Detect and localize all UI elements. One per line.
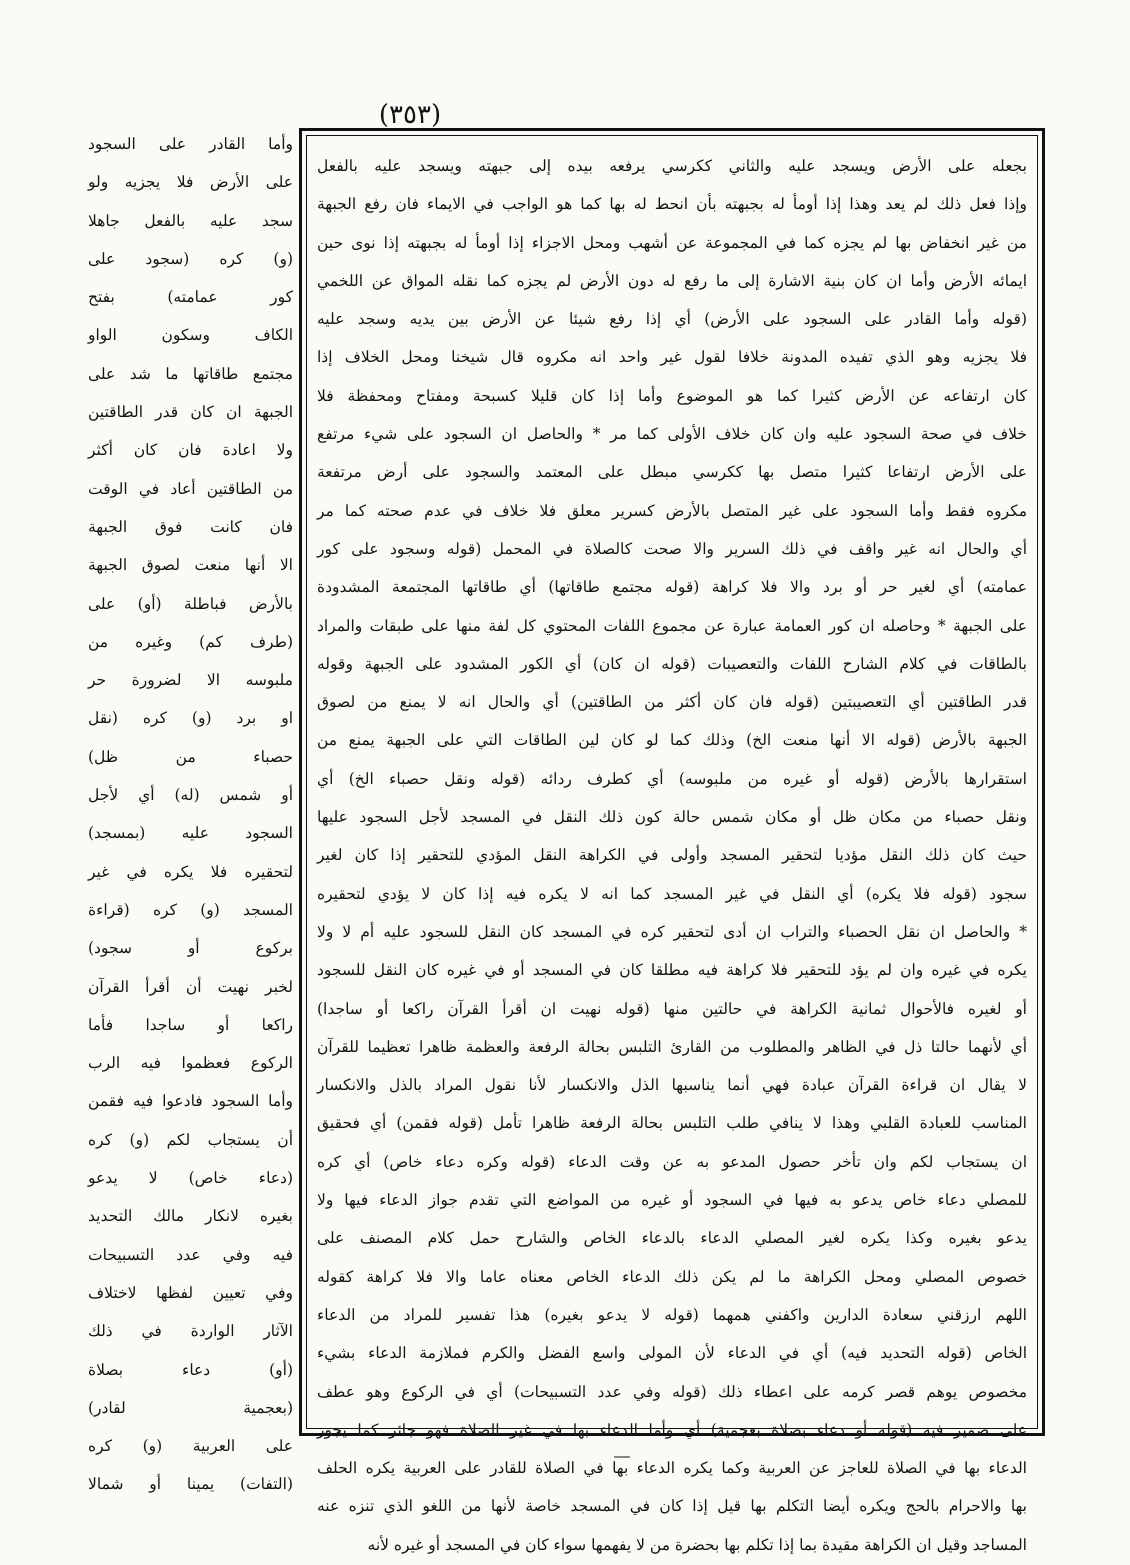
side-text-line: الا أنها منعت لصوق الجبهة xyxy=(88,556,293,575)
side-text-line: فان كانت فوق الجبهة xyxy=(88,517,293,536)
main-text-line: للمصلي دعاء خاص يدعو به فيها في السجود أو غيره من المواضع التي تقدم جواز الدعاء فيها ولا xyxy=(317,1191,1027,1210)
main-text-line: (قوله وأما القادر على السجود على الأرض) أي إذا رفع شيئا عن الأرض بين يديه وسجد عليه xyxy=(317,310,1027,329)
main-text-line: بالطاقات في كلام الشارح اللفات والتعصيبات (قوله ان كان) أي الكور المشدود على الجبهة وقوله xyxy=(317,654,1027,673)
main-text-line: لا يقال ان قراءة القرآن عبادة فهي أنما يناسبها الذل والانكسار لأنا نقول المراد بالذل والانكسار xyxy=(317,1076,1027,1095)
side-text-line: كور عمامته) بفتح xyxy=(88,288,293,307)
main-text-line: الخاص (قوله التحديد فيه) أي في الدعاء لأن المولى واسع الفضل والكرم فملازمة الدعاء بشيء xyxy=(317,1344,1027,1363)
side-text-line: وأما السجود فادعوا فيه فقمن xyxy=(88,1092,293,1111)
side-text-line: (دعاء خاص) لا يدعو xyxy=(88,1169,293,1188)
main-text-line: كان ارتفاعه عن الأرض كثيرا كما هو الموضوع وأما إذا كان قليلا كسبحة ومفتاح ومحفظة فلا xyxy=(317,386,1027,405)
main-text-line: مخصوص يوهم قصر كرمه على اعطاء ذلك (قوله وفي عدد التسبيحات) أي في الركوع وهو عطف xyxy=(317,1382,1027,1401)
main-text-line: المساجد وقيل ان الكراهة مقيدة بما إذا تكلم بها بحضرة من لا يفهمها سواء كان في المسجد أو غيره لأنه xyxy=(367,1535,1027,1554)
side-text-line: الكاف وسكون الواو xyxy=(88,326,293,345)
main-text-frame xyxy=(299,128,1045,1554)
main-text-line: بجعله على الأرض ويسجد عليه والثاني ككرسي يرفعه بيده إلى جبهته ويسجد عليه بالفعل xyxy=(317,157,1027,175)
main-text-line: وإذا فعل ذلك لم يعد وهذا إذا أومأ له بجبهته بأن انحط له بها كما هو الواجب في الايماء فان رفع الجبهة xyxy=(317,195,1027,214)
side-text-line: حصباء من ظل) xyxy=(88,747,293,766)
side-text-line: (التفات) يمينا أو شمالا xyxy=(88,1475,293,1494)
side-column-text xyxy=(88,125,293,1494)
main-text-line: خصوص المصلي ومحل الكراهة ما لم يكن ذلك الدعاء الخاص معناه عاما والا فلا كراهة كقوله xyxy=(317,1267,1027,1286)
main-text-line: من غير انخفاض بها لم يجزه كما في المجموعة عن أشهب ومحل الاجزاء إذا أومأ له بجبهته إذا نوى حين xyxy=(317,233,1027,252)
side-text-line: ولا اعادة فان كان أكثر xyxy=(88,441,293,460)
main-text-line: يدعو بغيره وكذا يكره لغير المصلي الدعاء بالدعاء الخاص والشارح حمل كلام المصنف على xyxy=(317,1229,1027,1248)
main-text-line: يكره في غيره وان لم يؤد للتحقير فلا كراهة فيه مطلقا كان في المسجد أو في غيره كان النقل للسجود xyxy=(317,961,1027,980)
main-text-line: أو لغيره فالأحوال ثمانية الكراهة في حالتين منها (قوله نهيت ان أقرأ القرآن راكعا أو ساجدا) xyxy=(317,999,1027,1018)
main-text-line: بها والاحرام بالحج ويكره أيضا التكلم بها قيل إذا كان في المسجد خاصة لأنها من اللغو الذي تنزه عنه xyxy=(317,1497,1027,1516)
side-text-line: او برد (و) كره (نقل xyxy=(88,709,293,728)
side-text-line: (بعجمية لقادر) xyxy=(88,1398,293,1417)
side-text-line: على الأرض فلا يجزيه ولو xyxy=(88,173,293,192)
footer-mark xyxy=(614,1456,630,1458)
side-text-line: السجود عليه (بمسجد) xyxy=(88,824,293,843)
main-text-line: على الأرض ارتفاعا كثيرا متصل بها ككرسي مبطل على المعتمد والسجود على أرض مرتفعة xyxy=(317,463,1027,482)
side-text-line: أن يستجاب لكم (و) كره xyxy=(88,1130,293,1149)
side-text-line: الآثار الواردة في ذلك xyxy=(88,1322,293,1341)
side-text-line: سجد عليه بالفعل جاهلا xyxy=(88,211,293,230)
main-commentary-text xyxy=(317,147,1027,1554)
side-text-line: وأما القادر على السجود xyxy=(88,135,293,153)
side-text-line: مجتمع طاقاتها ما شد على xyxy=(88,364,293,383)
main-text-line: المناسب للعبادة القلبي وهذا لا ينافي طلب التلبس بحالة الرفعة ظاهرا تأمل (قوله فقمن) أي فحقيق xyxy=(317,1114,1027,1133)
side-text-line: بركوع أو سجود) xyxy=(88,939,293,958)
main-text-line: خلاف في صحة السجود عليه وان كان خلاف الأولى كما مر * والحاصل ان السجود على شيء مرتفع xyxy=(317,425,1027,444)
main-text-line: على ضمير فيه (قوله أو دعاء بصلاة بعجمية) أي وأما الدعاء بها في غير الصلاة فهو جائز كما يجوز xyxy=(317,1420,1027,1439)
main-text-line: اللهم ارزقني سعادة الدارين واكفني همهما (قوله لا يدعو بغيره) هذا تفسير للمراد من الدعاء xyxy=(317,1305,1027,1324)
main-text-line: ان يستجاب لكم وان تأخر حصول المدعو به عن وقت الدعاء (قوله وكره دعاء خاص) أي كره xyxy=(317,1152,1027,1171)
main-text-line: أي والحال انه غير واقف في ذلك السرير والا صحت كالصلاة في المحمل (قوله وسجود على كور xyxy=(317,539,1027,558)
side-text-line: فيه وفي عدد التسبيحات xyxy=(88,1245,293,1264)
side-text-line: لخبر نهيت أن أقرأ القرآن xyxy=(88,977,293,996)
main-text-line: ايمائه الأرض وأما ان كان بنية الاشارة إلى ما رفع له دون الأرض لم يجزه كما نقله المواق عن اللخمي xyxy=(317,271,1027,290)
main-text-line: سجود (قوله فلا يكره) أي النقل في غير المسجد كما انه لا يكره فيه إذا كان لا يؤدي لتحقيره xyxy=(317,884,1027,903)
side-text-line: (أو) دعاء بصلاة xyxy=(88,1360,293,1379)
side-text-line: الركوع فعظموا فيه الرب xyxy=(88,1054,293,1073)
main-text-line: فلا يجزيه وهو الذي تفيده المدونة خلافا لقول غير واحد انه مكروه قال شيخنا ومحل الخلاف إذا xyxy=(317,348,1027,367)
side-text-line: (طرف كم) وغيره من xyxy=(88,632,293,651)
side-text-line: أو شمس (له) أي لأجل xyxy=(88,786,293,805)
side-text-line: بغيره لانكار مالك التحديد xyxy=(88,1207,293,1226)
side-text-line: المسجد (و) كره (قراءة xyxy=(88,900,293,919)
side-text-line: على العربية (و) كره xyxy=(88,1437,293,1456)
main-text-line: الدعاء بها في الصلاة للعاجز عن العربية وكما يكره الدعاء بها في الصلاة للقادر على العربية يكره الحلف xyxy=(317,1459,1027,1478)
page-number: (٣٥٣) xyxy=(378,100,442,130)
main-text-line: عمامته) أي لغير حر أو برد والا فلا كراهة (قوله مجتمع طاقاتها) أي طاقاتها المجتمعة المشدودة xyxy=(317,578,1027,597)
side-text-line: الجبهة ان كان قدر الطاقتين xyxy=(88,403,293,422)
main-text-line: حيث كان ذلك النقل مؤديا لتحقير المسجد وأولى في الكراهة النقل المؤدي للتحقير إذا كان لغير xyxy=(317,846,1027,865)
main-text-line: على الجبهة * وحاصله ان كور العمامة عبارة عن مجموع اللفات المحتوي كل لفة منها على طبقات والمراد xyxy=(317,616,1027,635)
side-text-line: راكعا أو ساجدا فأما xyxy=(88,1015,293,1034)
side-text-line: (و) كره (سجود على xyxy=(88,249,293,268)
main-text-line: الجبهة بالأرض (قوله الا أنها منعت الخ) وذلك كما لو كان لين الطاقات التي على الجبهة يمنع من xyxy=(317,731,1027,750)
main-text-line: استقرارها بالأرض (قوله أو غيره من ملبوسه) أي كطرف ردائه (قوله ونقل حصباء الخ) أي xyxy=(317,769,1027,788)
main-text-line: ونقل حصباء من مكان ظل أو مكان شمس حالة كون ذلك النقل في المسجد لأجل السجود عليها xyxy=(317,808,1027,827)
main-text-line: * والحاصل ان نقل الحصباء والتراب ان أدى لتحقير كره في المسجد كان النقل للسجود عليه أم لا ولا xyxy=(317,922,1027,941)
side-text-line: ملبوسه الا لضرورة حر xyxy=(88,671,293,690)
main-text-line: قدر الطاقتين أي التعصيبتين (قوله فان كان أكثر من الطاقتين) أي والحال انه لا يمنع من لصوق xyxy=(317,693,1027,712)
side-text-line: بالأرض فباطلة (أو) على xyxy=(88,594,293,613)
side-text-line: وفي تعيين لفظها لاختلاف xyxy=(88,1283,293,1302)
side-text-line: من الطاقتين أعاد في الوقت xyxy=(88,479,293,498)
side-text-line: لتحقيره فلا يكره في غير xyxy=(88,862,293,881)
main-text-line: مكروه فقط وأما السجود على غير المتصل بالأرض كسرير معلق فلا خلاف في عدم صحته كما مر xyxy=(317,501,1027,520)
main-text-line: أي لأنهما حالتا ذل في الظاهر والمطلوب من القارئ التلبس بحالة الرفعة والعظمة ظاهرا تعظيما للقرآن xyxy=(317,1037,1027,1056)
